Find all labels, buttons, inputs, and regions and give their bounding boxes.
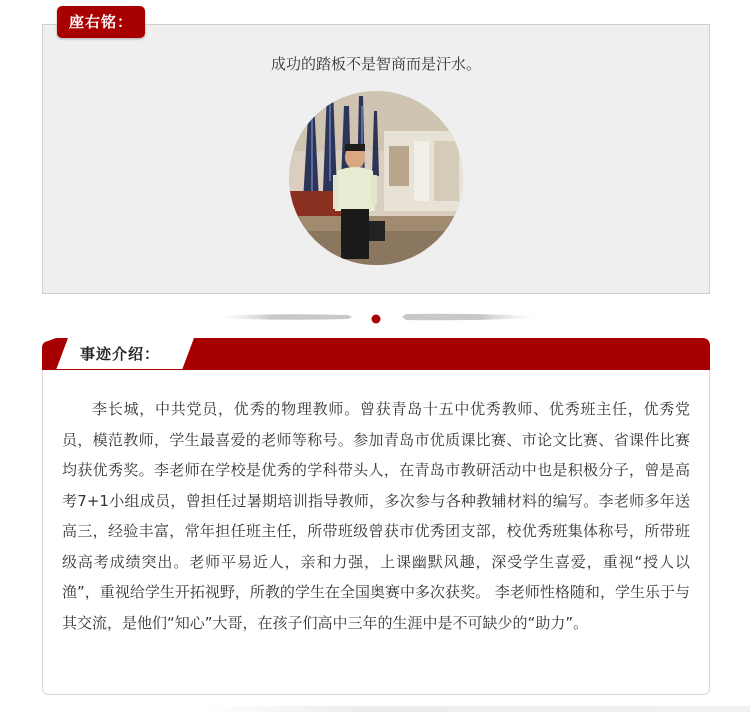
portrait-illustration xyxy=(289,91,463,265)
motto-badge: 座右铭： xyxy=(57,6,145,38)
motto-panel xyxy=(42,24,710,294)
motto-quote: 成功的踏板不是智商而是汗水。 xyxy=(270,55,481,73)
deeds-description: 李长城，中共党员，优秀的物理教师。曾获青岛十五中优秀教师、优秀班主任，优秀党员，模范教师，学生最喜爱的老师等称号。参加青岛市优质课比赛、市论文比赛、省课件比赛均获优秀奖。李老师在学校是优秀的学科带头人，在青岛市教研活动中也是积极分子，曾是高考7+1小组成员，曾担任过暑期培训指导教师，多次参与各种教辅材料的编写。李老师多年送高三，经验丰富，常年担任班主任，所带班级曾获市优秀团支部，校优秀班集体称号，所带班级高考成绩突出。老师平易近人，亲和力强，上课幽默风趣，深受学生喜爱，重视“授人以渔”，重视给学生开拓视野，所教的学生在全国奥赛中多次获奖。 李老师性格随和，学生乐于与其交流，是他们“知心”大哥，在孩子们高中三年的生涯中是不可缺少的“助力”。 xyxy=(62,400,690,632)
bottom-shade xyxy=(200,706,750,712)
deeds-heading: 事迹介绍： xyxy=(80,345,161,363)
teacher-portrait xyxy=(289,91,463,265)
section-divider xyxy=(0,310,750,324)
